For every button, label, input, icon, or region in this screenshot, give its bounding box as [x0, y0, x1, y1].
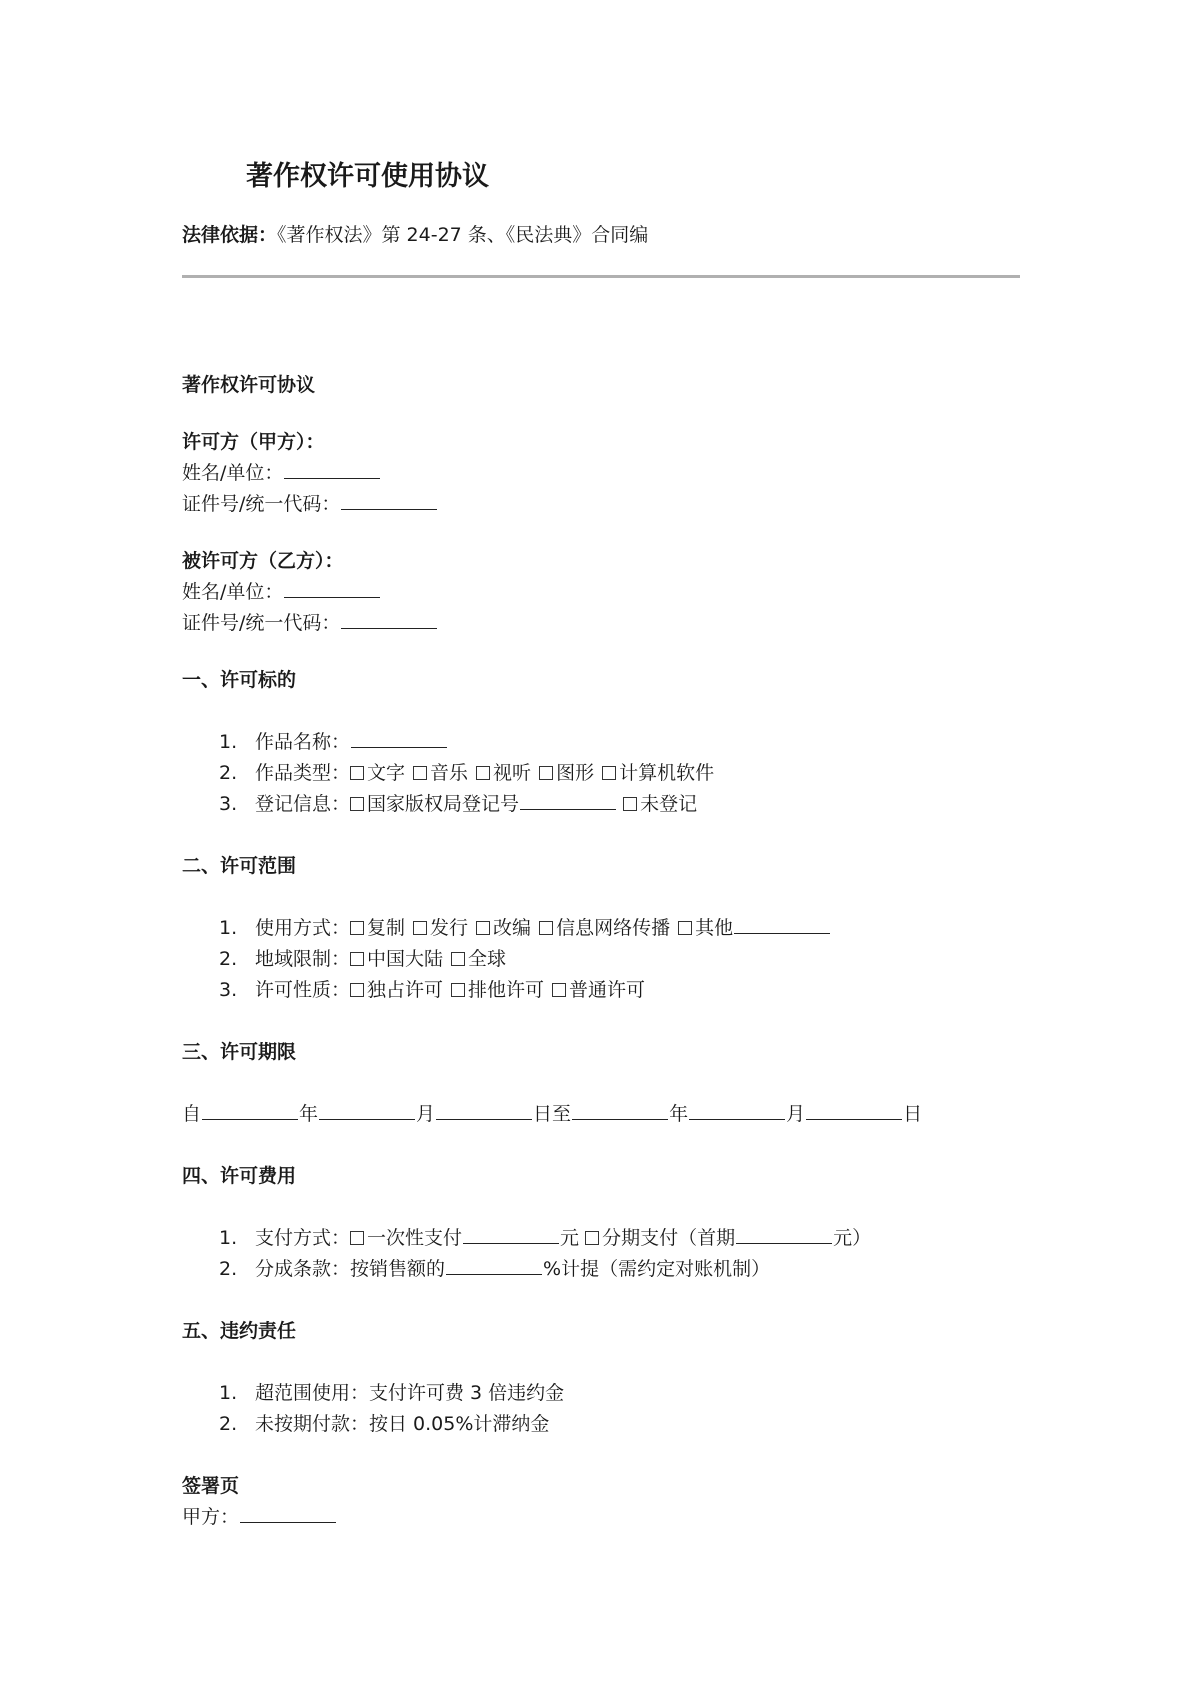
checkbox[interactable]: [350, 766, 364, 780]
list-item: 3. 登记信息： 国家版权局登记号 未登记: [219, 793, 698, 815]
checkbox[interactable]: [413, 766, 427, 780]
section-3-title: 三、许可期限: [182, 1041, 297, 1063]
legal-basis-text: 《著作权法》第 24-27 条、《民法典》合同编: [277, 224, 649, 246]
checkbox[interactable]: [476, 766, 490, 780]
licensee-id-blank[interactable]: [341, 627, 437, 629]
licensor-name-blank[interactable]: [284, 477, 380, 479]
licensee-name-line: 姓名/单位：: [182, 577, 1082, 608]
legal-basis: [182, 220, 648, 247]
licensor-id-line: 证件号/统一代码：: [182, 489, 1082, 520]
checkbox[interactable]: [552, 983, 566, 997]
checkbox[interactable]: [539, 921, 553, 935]
checkbox[interactable]: [451, 952, 465, 966]
list-item: 2. 作品类型： 文字 音乐 视听 图形 计算机软件: [219, 762, 715, 784]
checkbox[interactable]: [476, 921, 490, 935]
term-line: 自 年 月 日至 年 月 日: [182, 1103, 923, 1125]
end-month-blank[interactable]: [689, 1118, 785, 1120]
licensee-id-line: 证件号/统一代码：: [182, 608, 1082, 639]
checkbox[interactable]: [539, 766, 553, 780]
legal-basis-label: 法律依据：: [182, 224, 278, 246]
start-year-blank[interactable]: [202, 1118, 298, 1120]
other-usage-blank[interactable]: [734, 932, 830, 934]
list-item: 3. 许可性质： 独占许可 排他许可 普通许可: [219, 979, 646, 1001]
section-2-list: [182, 913, 1082, 1006]
section-2-title: 二、许可范围: [182, 855, 297, 877]
contract-body: [182, 370, 1082, 1533]
start-day-blank[interactable]: [436, 1118, 532, 1120]
contract-heading: 著作权许可协议: [182, 374, 316, 396]
registration-no-blank[interactable]: [520, 808, 616, 810]
checkbox[interactable]: [350, 921, 364, 935]
list-item: 2. 分成条款：按销售额的 %计提（需约定对账机制）: [219, 1258, 771, 1280]
list-item: 1. 支付方式： 一次性支付 元 分期支付（首期 元）: [219, 1227, 872, 1249]
licensee-name-blank[interactable]: [284, 596, 380, 598]
end-day-blank[interactable]: [806, 1118, 902, 1120]
checkbox[interactable]: [350, 983, 364, 997]
horizontal-divider: [182, 275, 1020, 278]
start-month-blank[interactable]: [319, 1118, 415, 1120]
signature-title: 签署页: [182, 1475, 240, 1497]
end-year-blank[interactable]: [572, 1118, 668, 1120]
checkbox[interactable]: [451, 983, 465, 997]
list-item: 2. 未按期付款：按日 0.05%计滞纳金: [219, 1413, 550, 1435]
party-a-signature-blank[interactable]: [240, 1521, 336, 1523]
checkbox[interactable]: [602, 766, 616, 780]
section-5-list: [182, 1378, 1082, 1440]
work-name-blank[interactable]: [351, 746, 447, 748]
royalty-rate-blank[interactable]: [446, 1273, 542, 1275]
section-4-list: [182, 1223, 1082, 1285]
party-a-signature-line: 甲方：: [182, 1502, 1082, 1533]
licensor-id-blank[interactable]: [341, 508, 437, 510]
list-item: 2. 地域限制： 中国大陆 全球: [219, 948, 507, 970]
checkbox[interactable]: [585, 1231, 599, 1245]
checkbox[interactable]: [678, 921, 692, 935]
section-4-title: 四、许可费用: [182, 1165, 297, 1187]
section-1-title: 一、许可标的: [182, 669, 297, 691]
section-1-list: [182, 727, 1082, 820]
list-item: 1. 作品名称：: [182, 727, 1082, 758]
checkbox[interactable]: [413, 921, 427, 935]
licensor-label: 许可方（甲方）：: [182, 431, 325, 453]
checkbox[interactable]: [350, 1231, 364, 1245]
checkbox[interactable]: [350, 952, 364, 966]
licensor-name-line: 姓名/单位：: [182, 458, 1082, 489]
document-title: 著作权许可使用协议: [246, 161, 489, 192]
checkbox[interactable]: [623, 797, 637, 811]
licensee-label: 被许可方（乙方）：: [182, 550, 344, 572]
first-installment-blank[interactable]: [736, 1242, 832, 1244]
checkbox[interactable]: [350, 797, 364, 811]
lump-sum-blank[interactable]: [463, 1242, 559, 1244]
list-item: 1. 超范围使用：支付许可费 3 倍违约金: [219, 1382, 565, 1404]
section-5-title: 五、违约责任: [182, 1320, 297, 1342]
list-item: 1. 使用方式： 复制 发行 改编 信息网络传播 其他: [182, 913, 1082, 944]
